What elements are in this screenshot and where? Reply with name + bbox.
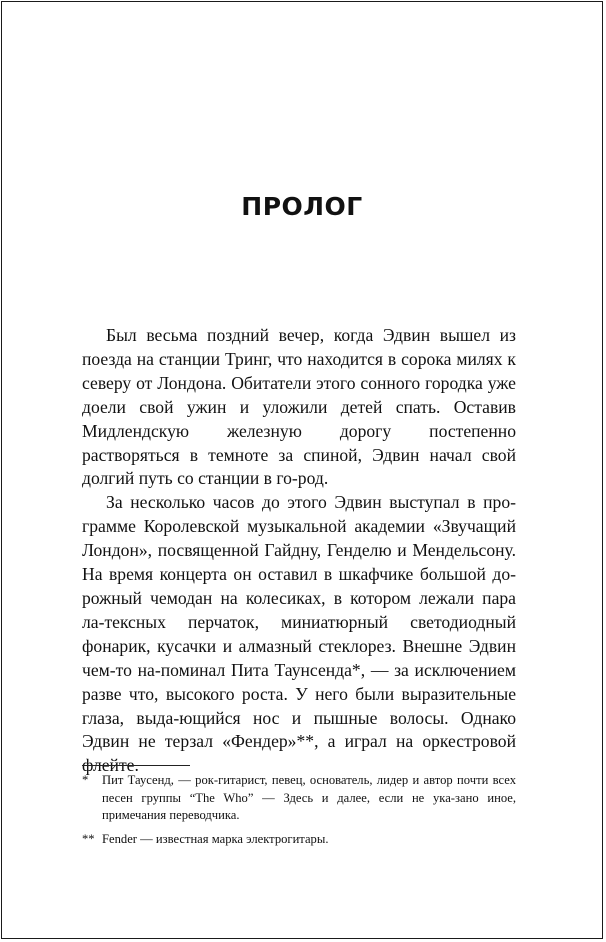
text-line: Был весьма поздний вечер, когда Эдвин вышел из поезда [82,325,516,369]
footnote-text [102,772,516,825]
text-line: рожный чемодан на колесиках, в котором лежали пара ла- [82,587,516,632]
paragraph-1 [82,324,516,491]
paragraph-2 [82,491,516,778]
text-line: высокого роста. У него были выразительные глаза, выда- [82,683,517,728]
text-line: Fender — известная марка электрогитары. [102,831,329,846]
text-line: свой ужин и уложили детей спать. Оставив Мидлендскую [82,396,516,441]
book-page [1,1,603,939]
text-line: За несколько часов до этого Эдвин выступал в про- [106,492,516,513]
footnote-marker: * [82,773,89,787]
footnote-2 [82,831,516,849]
text-line: Лондон», посвященной Гайдну, Генделю и Мендельсону. [82,540,516,561]
text-line: тексных перчаток, миниатюрный светодиодный фонарик, [82,611,516,656]
footnote-1 [82,772,516,825]
text-line: кусачки и алмазный стеклорез. Внешне Эдвин чем-то на- [82,635,516,680]
text-line: на станции Тринг, что находится в сорока милях к северу [82,348,516,393]
text-line: Пит Таусенд, — рок-гитарист, певец, основатель, лидер и автор [102,773,453,787]
text-line: зано иное, примечания переводчика. [102,790,517,823]
chapter-title: ПРОЛОГ [241,192,363,221]
text-line: грамме Королевской музыкальной академии «Звучащий [82,516,516,537]
footnotes [82,772,516,854]
text-line: На время концерта он оставил в шкафчике большой до- [82,564,516,585]
text-line: от Лондона. Обитатели этого сонного городка уже доели [82,372,516,417]
text-line: спиной, Эдвин начал свой долгий путь со станции в го- [82,444,516,489]
footnote-text [102,831,516,849]
text-line: железную дорогу постепенно растворяться в темноте за [82,420,516,465]
text-line: поминал Пита Таунсенда*, — за исключением разве что, [82,659,517,704]
text-line: почти всех песен группы “The Who” — Здесь и далее, если не ука- [102,773,516,805]
text-line: род. [297,468,329,489]
text-line: ющийся нос и пышные волосы. Однако Эдвин не терзал [82,707,517,752]
footnote-divider [82,765,190,766]
text-line: «Фендер»**, а играл на оркестровой флейте. [82,731,516,776]
footnote-marker: ** [82,831,95,846]
body-text [82,324,516,778]
